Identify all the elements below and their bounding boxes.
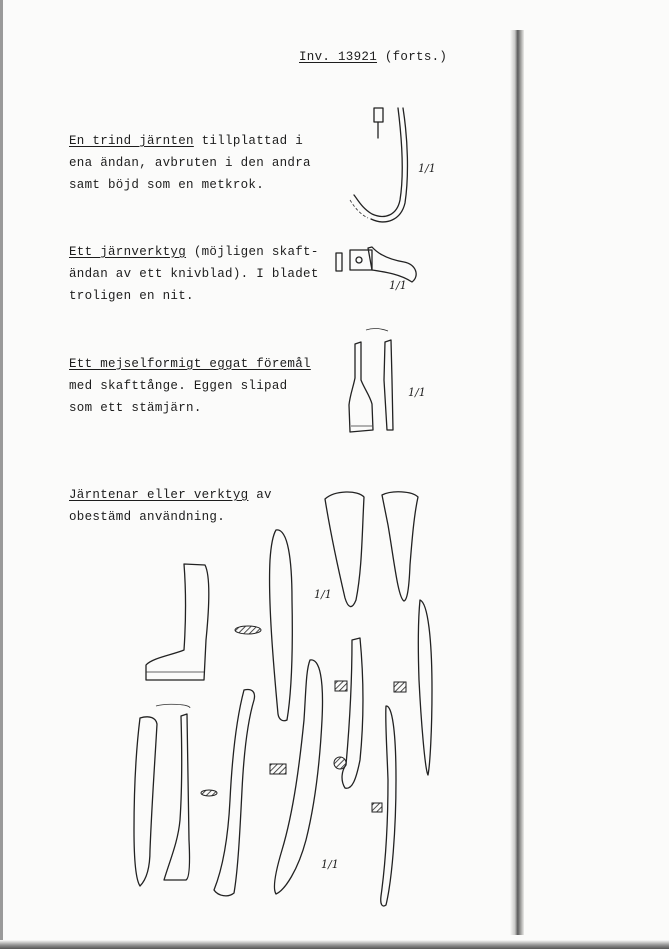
item-text-line: som ett stämjärn. xyxy=(69,401,202,415)
item-title: En trind järnten xyxy=(69,134,194,148)
hook-rod-drawing xyxy=(350,108,407,222)
scale-label: 1/1 xyxy=(321,858,339,871)
item-text: (möjligen skaft- xyxy=(186,245,319,259)
iron-rod-drawings xyxy=(134,492,432,906)
item-text-line: samt böjd som en metkrok. xyxy=(69,178,265,192)
continued-label: (forts.) xyxy=(384,50,448,64)
scale-label: 1/1 xyxy=(389,279,407,292)
item-text-line: obestämd användning. xyxy=(69,510,226,524)
item-title: Ett mejselformigt eggat föremål xyxy=(69,357,311,371)
item-text: tillplattad i xyxy=(193,134,304,148)
item-title: Ett järnverktyg xyxy=(69,245,187,259)
item-text-line: troligen en nit. xyxy=(69,289,194,303)
inventory-number: Inv. 13921 xyxy=(299,50,378,64)
scale-label: 1/1 xyxy=(418,162,436,175)
item-text-line: ena ändan, avbruten i den andra xyxy=(69,156,311,170)
chisel-drawing xyxy=(349,329,393,432)
knife-handle-drawing xyxy=(336,247,416,282)
scale-label: 1/1 xyxy=(408,386,426,399)
item-text-line: ändan av ett knivblad). I bladet xyxy=(69,267,319,281)
scale-label: 1/1 xyxy=(314,588,332,601)
item-text-line: med skafttånge. Eggen slipad xyxy=(69,379,288,393)
item-title: Järntenar eller verktyg xyxy=(69,488,249,502)
item-text: av xyxy=(248,488,272,502)
